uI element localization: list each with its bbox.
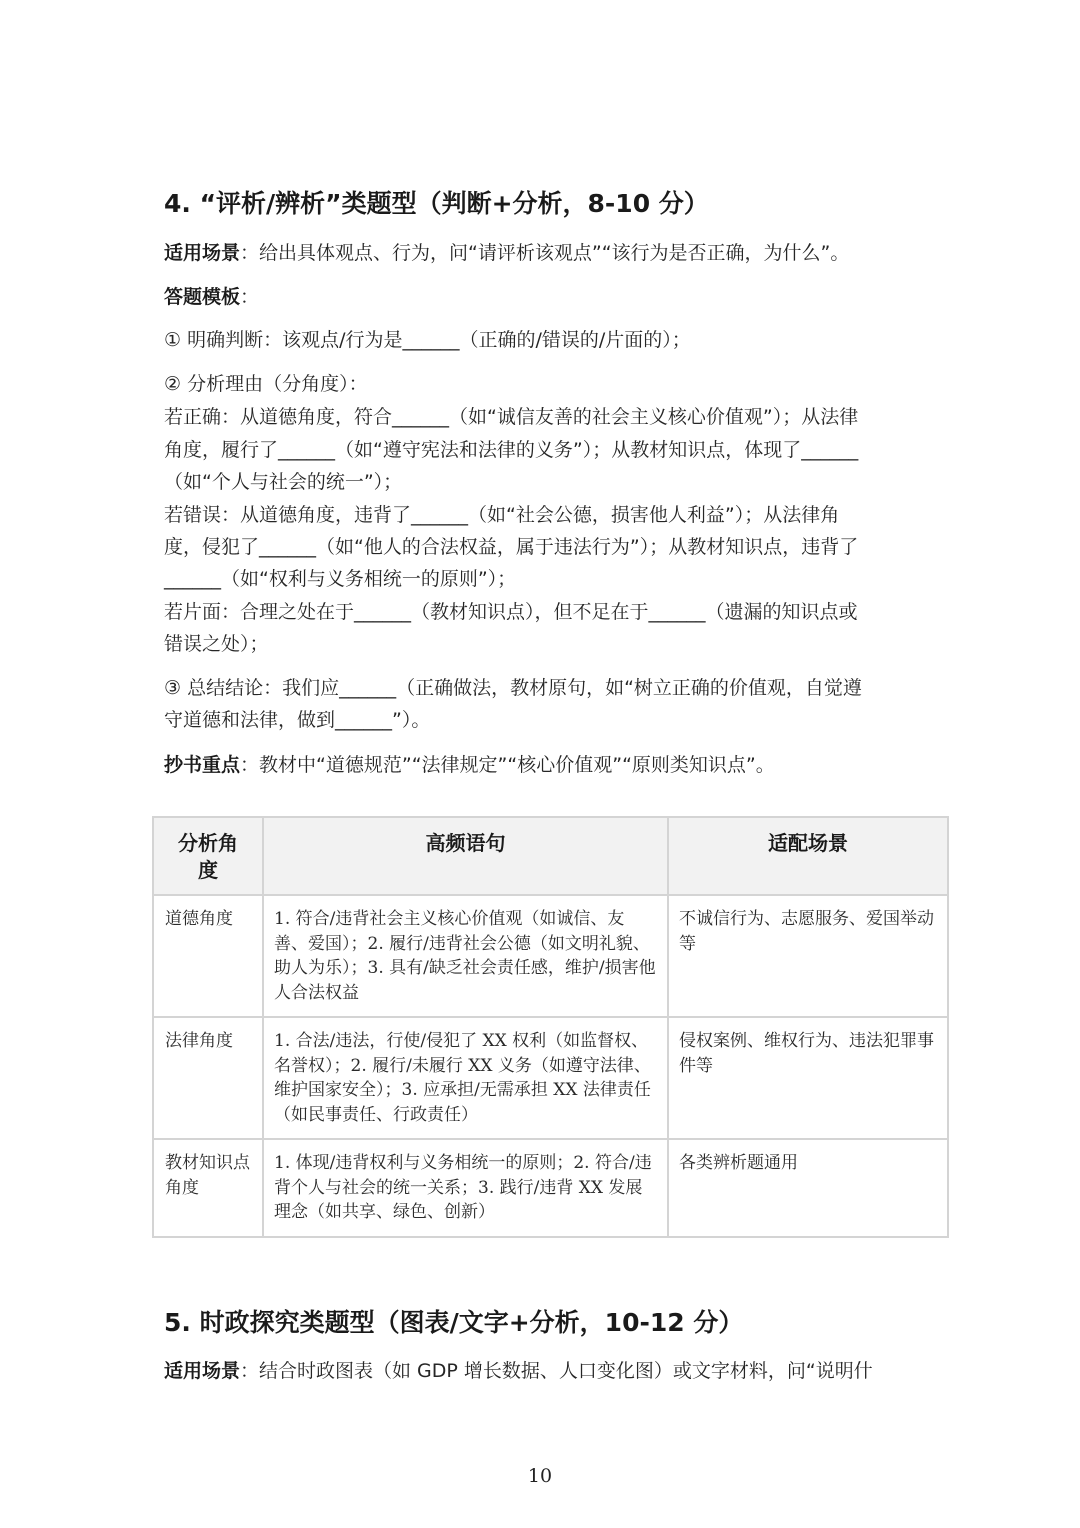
scene-label: 适用场景 [164, 242, 241, 264]
row-scene: 侵权案例、维权行为、违法犯罪事件等 [668, 1017, 948, 1139]
table-header-row [153, 817, 948, 895]
row-scene: 不诚信行为、志愿服务、爱国举动等 [668, 895, 948, 1017]
header-angle: 分析角度 [153, 817, 263, 895]
row-phrases: 1. 体现/违背权利与义务相统一的原则；2. 符合/违背个人与社会的统一关系；3. 践行/违背 XX 发展理念（如共享、绿色、创新） [263, 1139, 668, 1237]
step-2-partial-line-1: 若片面：合理之处在于______（教材知识点），但不足在于______（遗漏的知识点或 [164, 601, 858, 623]
step-2-wrong-line-2: 度，侵犯了______（如“他人的合法权益，属于违法行为”）；从教材知识点，违背了 [164, 536, 859, 558]
scene-text: ：给出具体观点、行为，问“请评析该观点”“该行为是否正确，为什么”。 [240, 242, 850, 264]
template-label: 答题模板 [164, 286, 241, 308]
header-scene: 适配场景 [668, 817, 948, 895]
scene-label: 适用场景 [164, 1360, 241, 1382]
step-2-correct-line-3: （如“个人与社会的统一”）； [164, 471, 403, 493]
template-title [164, 286, 259, 308]
section-4-heading: 4. “评析/辨析”类题型（判断+分析，8-10 分） [164, 189, 709, 218]
section-4-scene [164, 242, 849, 264]
step-2-wrong-line-1: 若错误：从道德角度，违背了______（如“社会公德，损害他人利益”）；从法律角 [164, 504, 840, 526]
header-phrases: 高频语句 [263, 817, 668, 895]
section-5-heading: 5. 时政探究类题型（图表/文字+分析，10-12 分） [164, 1308, 744, 1337]
notes [164, 754, 775, 776]
row-angle: 道德角度 [153, 895, 263, 1017]
row-phrases: 1. 符合/违背社会主义核心价值观（如诚信、友善、爱国）；2. 履行/违背社会公德（如文明礼貌、助人为乐）；3. 具有/缺乏社会责任感，维护/损害他人合法权益 [263, 895, 668, 1017]
step-1: ① 明确判断：该观点/行为是______（正确的/错误的/片面的）； [164, 329, 691, 351]
step-2-wrong-line-3: ______（如“权利与义务相统一的原则”）； [164, 568, 517, 590]
table-row [153, 895, 948, 1017]
step-3-line-1: ③ 总结结论：我们应______（正确做法，教材原句，如“树立正确的价值观，自觉遵 [164, 677, 862, 699]
step-2-title: ② 分析理由（分角度）： [164, 373, 368, 395]
notes-text: ：教材中“道德规范”“法律规定”“核心价值观”“原则类知识点”。 [240, 754, 775, 776]
table-row [153, 1139, 948, 1237]
row-scene: 各类辨析题通用 [668, 1139, 948, 1237]
notes-label: 抄书重点 [164, 754, 241, 776]
row-phrases: 1. 合法/违法，行使/侵犯了 XX 权利（如监督权、名誉权）；2. 履行/未履行 XX 义务（如遵守法律、维护国家安全）；3. 应承担/无需承担 XX 法律责任（如民事责任、行政责任） [263, 1017, 668, 1139]
step-2-partial-line-2: 错误之处）； [164, 633, 269, 655]
section-5-scene [164, 1360, 873, 1382]
step-3-line-2: 守道德和法律，做到______”）。 [164, 709, 431, 731]
analysis-table [152, 816, 949, 1238]
page-number: 10 [527, 1465, 553, 1487]
row-angle: 教材知识点角度 [153, 1139, 263, 1237]
scene-text: ：结合时政图表（如 GDP 增长数据、人口变化图）或文字材料，问“说明什 [240, 1360, 873, 1382]
step-2-correct-line-1: 若正确：从道德角度，符合______（如“诚信友善的社会主义核心价值观”）；从法律 [164, 406, 859, 428]
row-angle: 法律角度 [153, 1017, 263, 1139]
table-row [153, 1017, 948, 1139]
step-2-correct-line-2: 角度，履行了______（如“遵守宪法和法律的义务”）；从教材知识点，体现了______ [164, 439, 859, 461]
template-colon: ： [240, 286, 260, 308]
